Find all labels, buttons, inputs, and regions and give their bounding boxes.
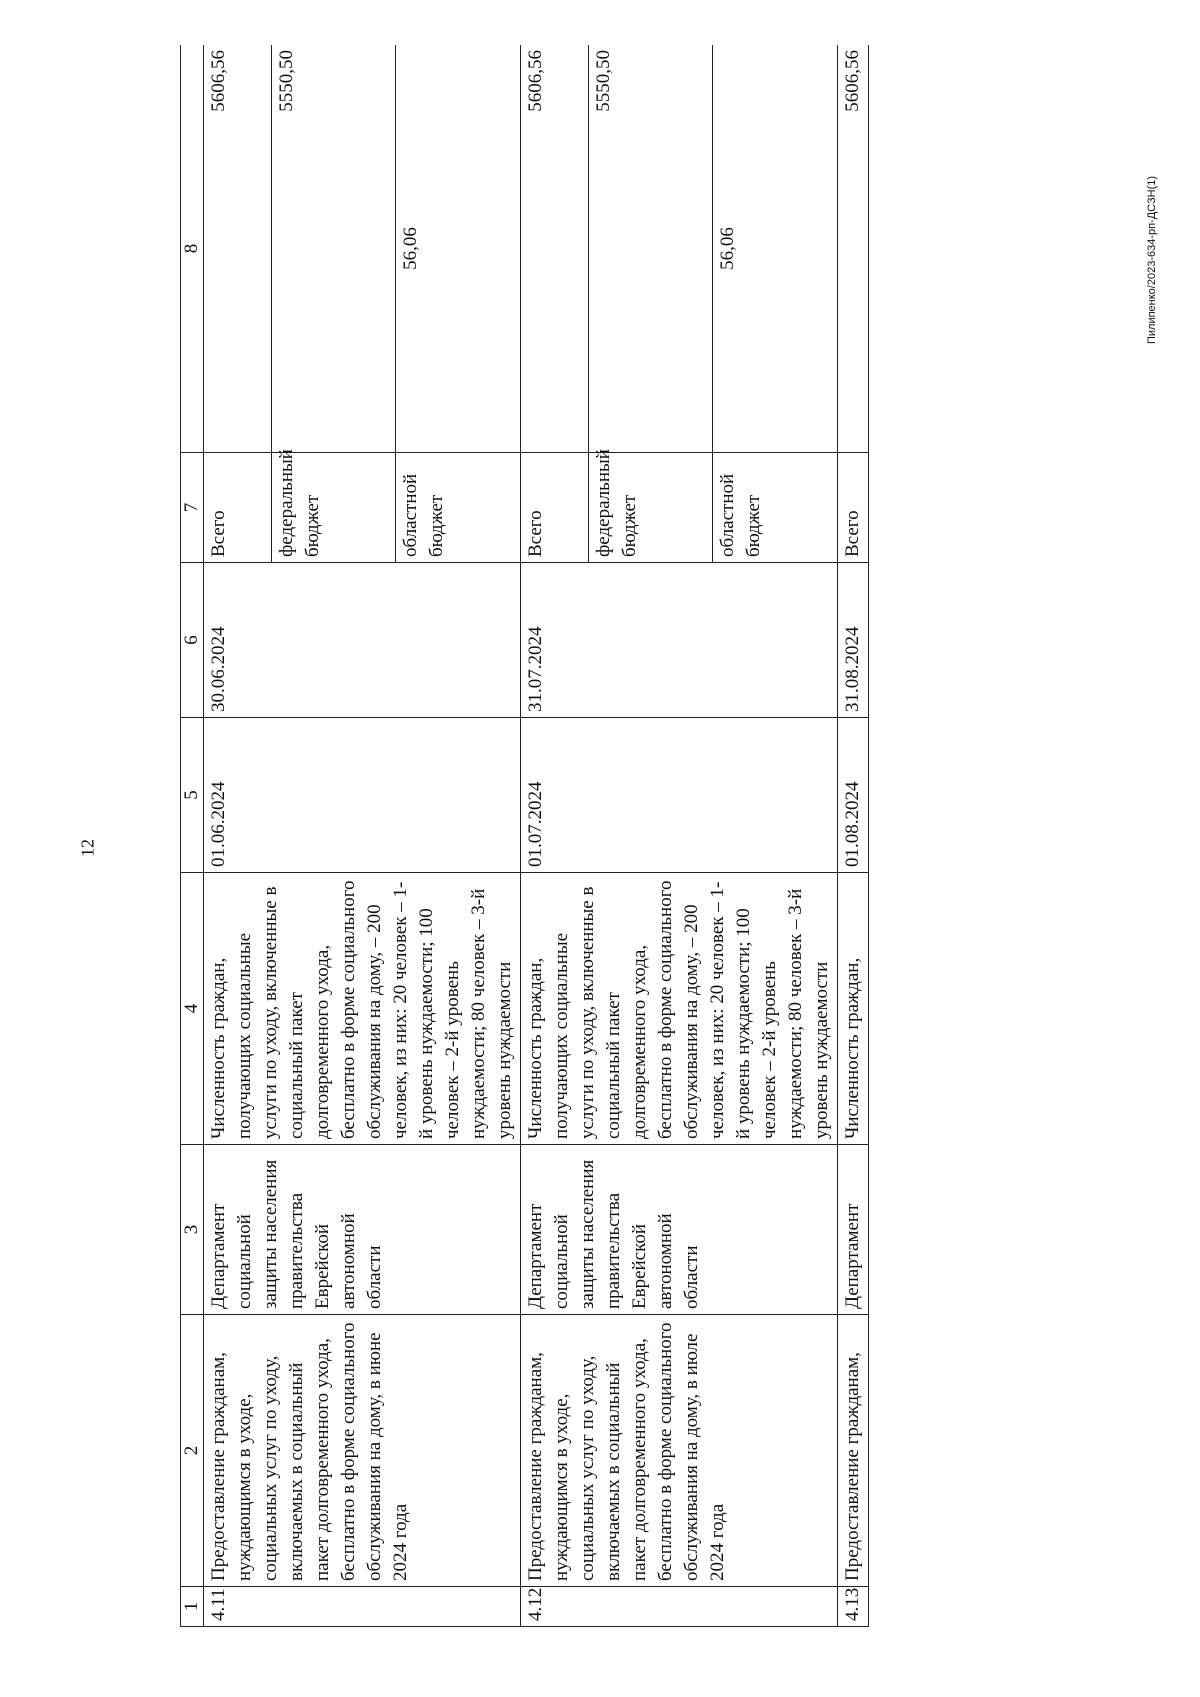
funding-amount-cell: 5606,56 (204, 45, 272, 453)
activity-cell: Предоставление гражданам, нуждающимся в уходе, социальных услуг по уходу, включаемых в социальный пакет долговременного ухода, бесплатно в форме социального обслуживания на дому, в июле 2024 года (521, 1315, 838, 1587)
table-row (204, 45, 272, 1627)
page-number: 12 (77, 839, 98, 857)
end-date-cell: 30.06.2024 (204, 563, 521, 718)
row-number: 4.12 (521, 1587, 838, 1627)
funding-source-cell: Всего (521, 453, 589, 563)
column-header: 7 (181, 453, 204, 563)
column-header: 2 (181, 1315, 204, 1587)
activity-cell: Предоставление гражданам, нуждающимся в уходе, социальных услуг по уходу, включаемых в социальный пакет долговременного ухода, бесплатно в форме социального обслуживания на дому, в июне 2024 года (204, 1315, 521, 1587)
table-row (521, 45, 589, 1627)
funding-source-cell: Всего (204, 453, 272, 563)
column-header: 1 (181, 1587, 204, 1627)
executor-cell: Департамент социальной защиты населения правительства Еврейской автономной области (521, 1145, 838, 1315)
end-date-cell: 31.08.2024 (838, 563, 869, 718)
funding-source-cell: областной бюджет (396, 453, 521, 563)
column-header: 5 (181, 718, 204, 873)
indicator-cell: Численность граждан, (838, 873, 869, 1145)
funding-amount-cell: 5606,56 (838, 45, 869, 453)
executor-cell: Департамент (838, 1145, 869, 1315)
rotated-table-frame (180, 45, 1140, 1627)
rotated-table-wrapper (180, 45, 1140, 1627)
funding-amount-cell: 5550,50 (588, 45, 713, 453)
funding-source-cell: областной бюджет (713, 453, 838, 563)
funding-amount-cell: 56,06 (396, 45, 521, 453)
column-header: 4 (181, 873, 204, 1145)
row-number: 4.11 (204, 1587, 521, 1627)
activities-table (180, 45, 869, 1627)
column-header: 8 (181, 45, 204, 453)
funding-amount-cell: 56,06 (713, 45, 838, 453)
start-date-cell: 01.08.2024 (838, 718, 869, 873)
column-header: 3 (181, 1145, 204, 1315)
start-date-cell: 01.07.2024 (521, 718, 838, 873)
executor-cell: Департамент социальной защиты населения правительства Еврейской автономной области (204, 1145, 521, 1315)
start-date-cell: 01.06.2024 (204, 718, 521, 873)
funding-source-cell: федеральный бюджет (588, 453, 713, 563)
indicator-cell: Численность граждан, получающих социальные услуги по уходу, включенные в социальный пакет долговременного ухода, бесплатно в форме социального обслуживания на дому, – 200 человек, из них: 20 человек – 1-й уровень нуждаемости; 100 человек – 2-й уровень нуждаемости; 80 человек – 3-й уровень нуждаемости (521, 873, 838, 1145)
funding-amount-cell: 5606,56 (521, 45, 589, 453)
activity-cell: Предоставление гражданам, (838, 1315, 869, 1587)
column-number-row (181, 45, 204, 1627)
column-header: 6 (181, 563, 204, 718)
funding-source-cell: Всего (838, 453, 869, 563)
funding-source-cell: федеральный бюджет (271, 453, 396, 563)
row-number: 4.13 (838, 1587, 869, 1627)
table-row (838, 45, 869, 1627)
indicator-cell: Численность граждан, получающих социальные услуги по уходу, включенные в социальный пакет долговременного ухода, бесплатно в форме социального обслуживания на дому, – 200 человек, из них: 20 человек – 1-й уровень нуждаемости; 100 человек – 2-й уровень нуждаемости; 80 человек – 3-й уровень нуждаемости (204, 873, 521, 1145)
end-date-cell: 31.07.2024 (521, 563, 838, 718)
funding-amount-cell: 5550,50 (271, 45, 396, 453)
document-code: Пилипенко/2023-634-рп-ДСЗН(1) (1146, 175, 1158, 345)
